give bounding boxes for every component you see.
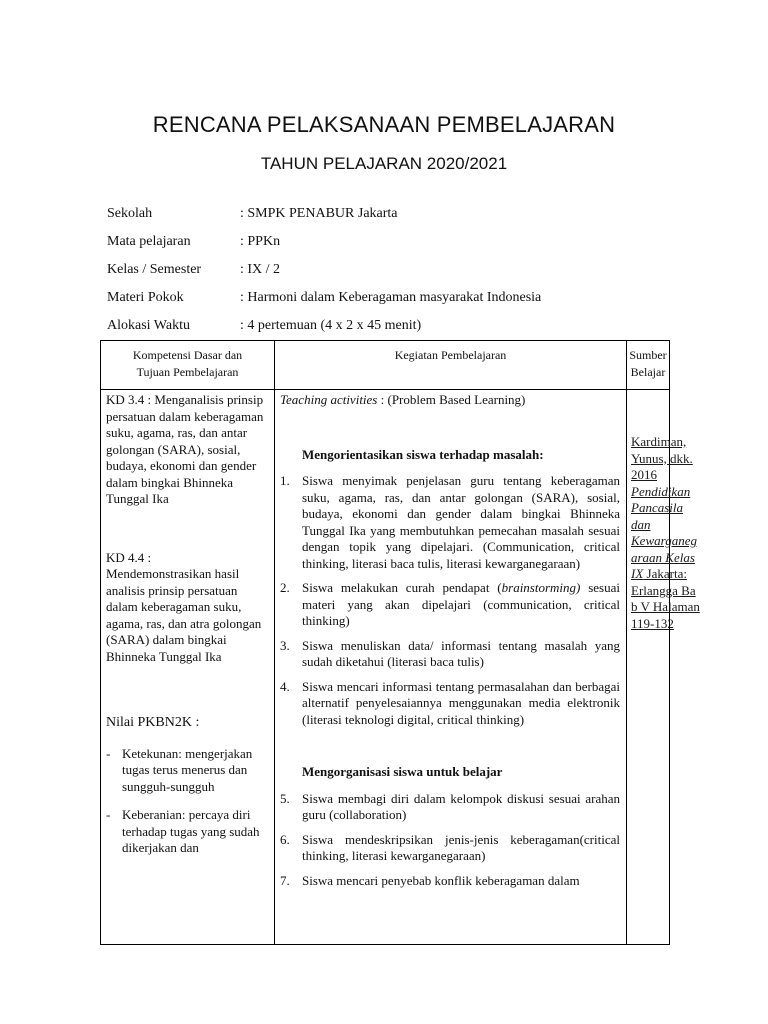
list-item <box>280 473 620 572</box>
reference-line: 119-132 <box>631 615 674 631</box>
header-kegiatan <box>275 347 626 364</box>
list-item <box>280 791 620 824</box>
header-text: Belajar <box>630 365 666 379</box>
step-text: Siswa menuliskan data/ informasi tentang masalah yang sudah diketahui (literasi baca tulis) <box>302 637 620 669</box>
reference-line: dan <box>631 516 651 532</box>
list-item: - Ketekunan: mengerjakan tugas terus menerus dan sungguh-sungguh <box>106 746 266 796</box>
kd-4-4: Mendemonstrasikan hasil analisis prinsip persatuan dalam keberagaman suku, agama, ras, dan atra golongan (SARA) dalam bingkai Bhinneka Tunggal Ika <box>106 566 262 664</box>
header-text: Kompetensi Dasar dan <box>132 348 243 362</box>
kegiatan-cell <box>280 392 620 897</box>
info-label: Sekolah <box>107 206 153 221</box>
info-value: : 4 pertemuan (4 x 2 x 45 menit) <box>240 318 422 333</box>
kd-4-4-label: KD 4.4 : <box>106 549 152 565</box>
document-subtitle: TAHUN PELAJARAN 2020/2021 <box>260 154 508 173</box>
header-sumber <box>627 347 669 381</box>
step-number: 2. <box>280 580 290 595</box>
info-value: : IX / 2 <box>240 262 281 277</box>
step-emphasis: brainstorming) <box>501 580 581 595</box>
table-border-bottom <box>100 944 670 945</box>
list-item <box>280 638 620 671</box>
reference-text: IX <box>631 566 644 581</box>
reference-line: Pancasila <box>631 500 683 515</box>
table-column-divider-1 <box>274 340 275 945</box>
kd-3-4: KD 3.4 : Menganalisis prinsip persatuan dalam keberagaman suku, agama, ras, dan antar golongan (SARA), sosial, budaya, ekonomi dan gender dalam bingkai Bhinneka Tunggal Ika <box>106 392 264 506</box>
step-number: 6. <box>280 831 290 847</box>
steps-list-1 <box>280 473 620 728</box>
table-border-left <box>100 340 101 945</box>
reference-line: Erlangga Ba <box>631 582 696 598</box>
nilai-title: Nilai PKBN2K : <box>106 715 200 730</box>
steps-list-2 <box>280 791 620 890</box>
list-item: - Keberanian: percaya diri terhadap tugas yang sudah dikerjakan dan <box>106 807 266 857</box>
reference-line: araan Kelas <box>631 549 695 565</box>
list-item <box>280 873 620 890</box>
reference-line: Kardiman, <box>631 434 687 449</box>
step-number: 3. <box>280 637 290 653</box>
info-label: Materi Pokok <box>107 290 184 305</box>
reference-line: Kewarganeg <box>631 533 697 548</box>
step-text: Siswa membagi diri dalam kelompok diskusi sesuai arahan guru (collaboration) <box>302 790 620 822</box>
header-text: Sumber <box>629 348 667 362</box>
step-text: Siswa mendeskripsikan jenis-jenis keberagaman(critical thinking, literasi kewarganegaraan) <box>302 831 620 863</box>
table-border-top <box>100 340 670 341</box>
table-header-divider <box>100 389 670 390</box>
list-item <box>280 580 620 630</box>
step-text: Siswa menyimak penjelasan guru tentang keberagaman suku, agama, ras, dan antar golongan (SARA), sosial, budaya, ekonomi dan gender dalam bingkai Bhinneka Tunggal Ika yang membutuhkan pemecahan masalah sesuai dengan topik yang dipelajari. (Communication, critical thinking, literasi baca tulis, literasi kewarganegaraan) <box>302 473 620 571</box>
document-title: RENCANA PELAKSANAAN PEMBELAJARAN <box>152 112 616 137</box>
step-number: 4. <box>280 678 290 694</box>
reference-text: Jakarta: <box>643 566 687 581</box>
sumber-belajar-reference <box>631 434 711 632</box>
info-label: Alokasi Waktu <box>107 318 190 333</box>
lesson-plan-table <box>100 340 700 945</box>
table-column-divider-2 <box>626 340 627 945</box>
kompetensi-cell <box>106 392 266 869</box>
teaching-value: : (Problem Based Learning) <box>377 392 526 407</box>
step-text: Siswa melakukan curah pendapat ( <box>302 580 502 595</box>
teaching-activities <box>280 392 620 409</box>
header-text: Tujuan Pembelajaran <box>136 365 239 379</box>
info-value: : Harmoni dalam Keberagaman masyarakat Indonesia <box>240 290 542 305</box>
table-border-right <box>669 340 670 945</box>
header-kompetensi <box>101 347 274 381</box>
reference-line: b V Halaman <box>631 599 700 614</box>
section-title-orientasi: Mengorientasikan siswa terhadap masalah: <box>302 446 544 462</box>
step-number: 1. <box>280 473 290 488</box>
teaching-label: Teaching activities <box>280 392 378 407</box>
list-item <box>280 832 620 865</box>
step-number: 5. <box>280 790 290 806</box>
section-title-organisasi: Mengorganisasi siswa untuk belajar <box>302 764 503 779</box>
info-label: Kelas / Semester <box>107 262 202 277</box>
header-text: Kegiatan Pembelajaran <box>394 348 507 362</box>
reference-line: Pendidikan <box>631 483 691 499</box>
step-number: 7. <box>280 872 290 888</box>
step-text: sesuai materi yang akan dipelajari (communication, critical thinking) <box>302 580 620 628</box>
reference-line: 2016 <box>631 467 657 482</box>
info-value: : SMPK PENABUR Jakarta <box>240 206 398 221</box>
reference-line: Yunus, dkk. <box>631 450 693 466</box>
list-item <box>280 679 620 729</box>
step-text: Siswa mencari informasi tentang permasalahan dan berbagai alternatif penyelesaiannya menggunakan media elektronik (literasi teknologi digital, critical thinking) <box>302 678 620 727</box>
step-text: Siswa mencari penyebab konflik keberagaman dalam <box>302 872 580 888</box>
reference-line <box>631 566 711 583</box>
info-label: Mata pelajaran <box>107 234 191 249</box>
nilai-list <box>106 746 266 857</box>
info-value: : PPKn <box>240 234 281 249</box>
